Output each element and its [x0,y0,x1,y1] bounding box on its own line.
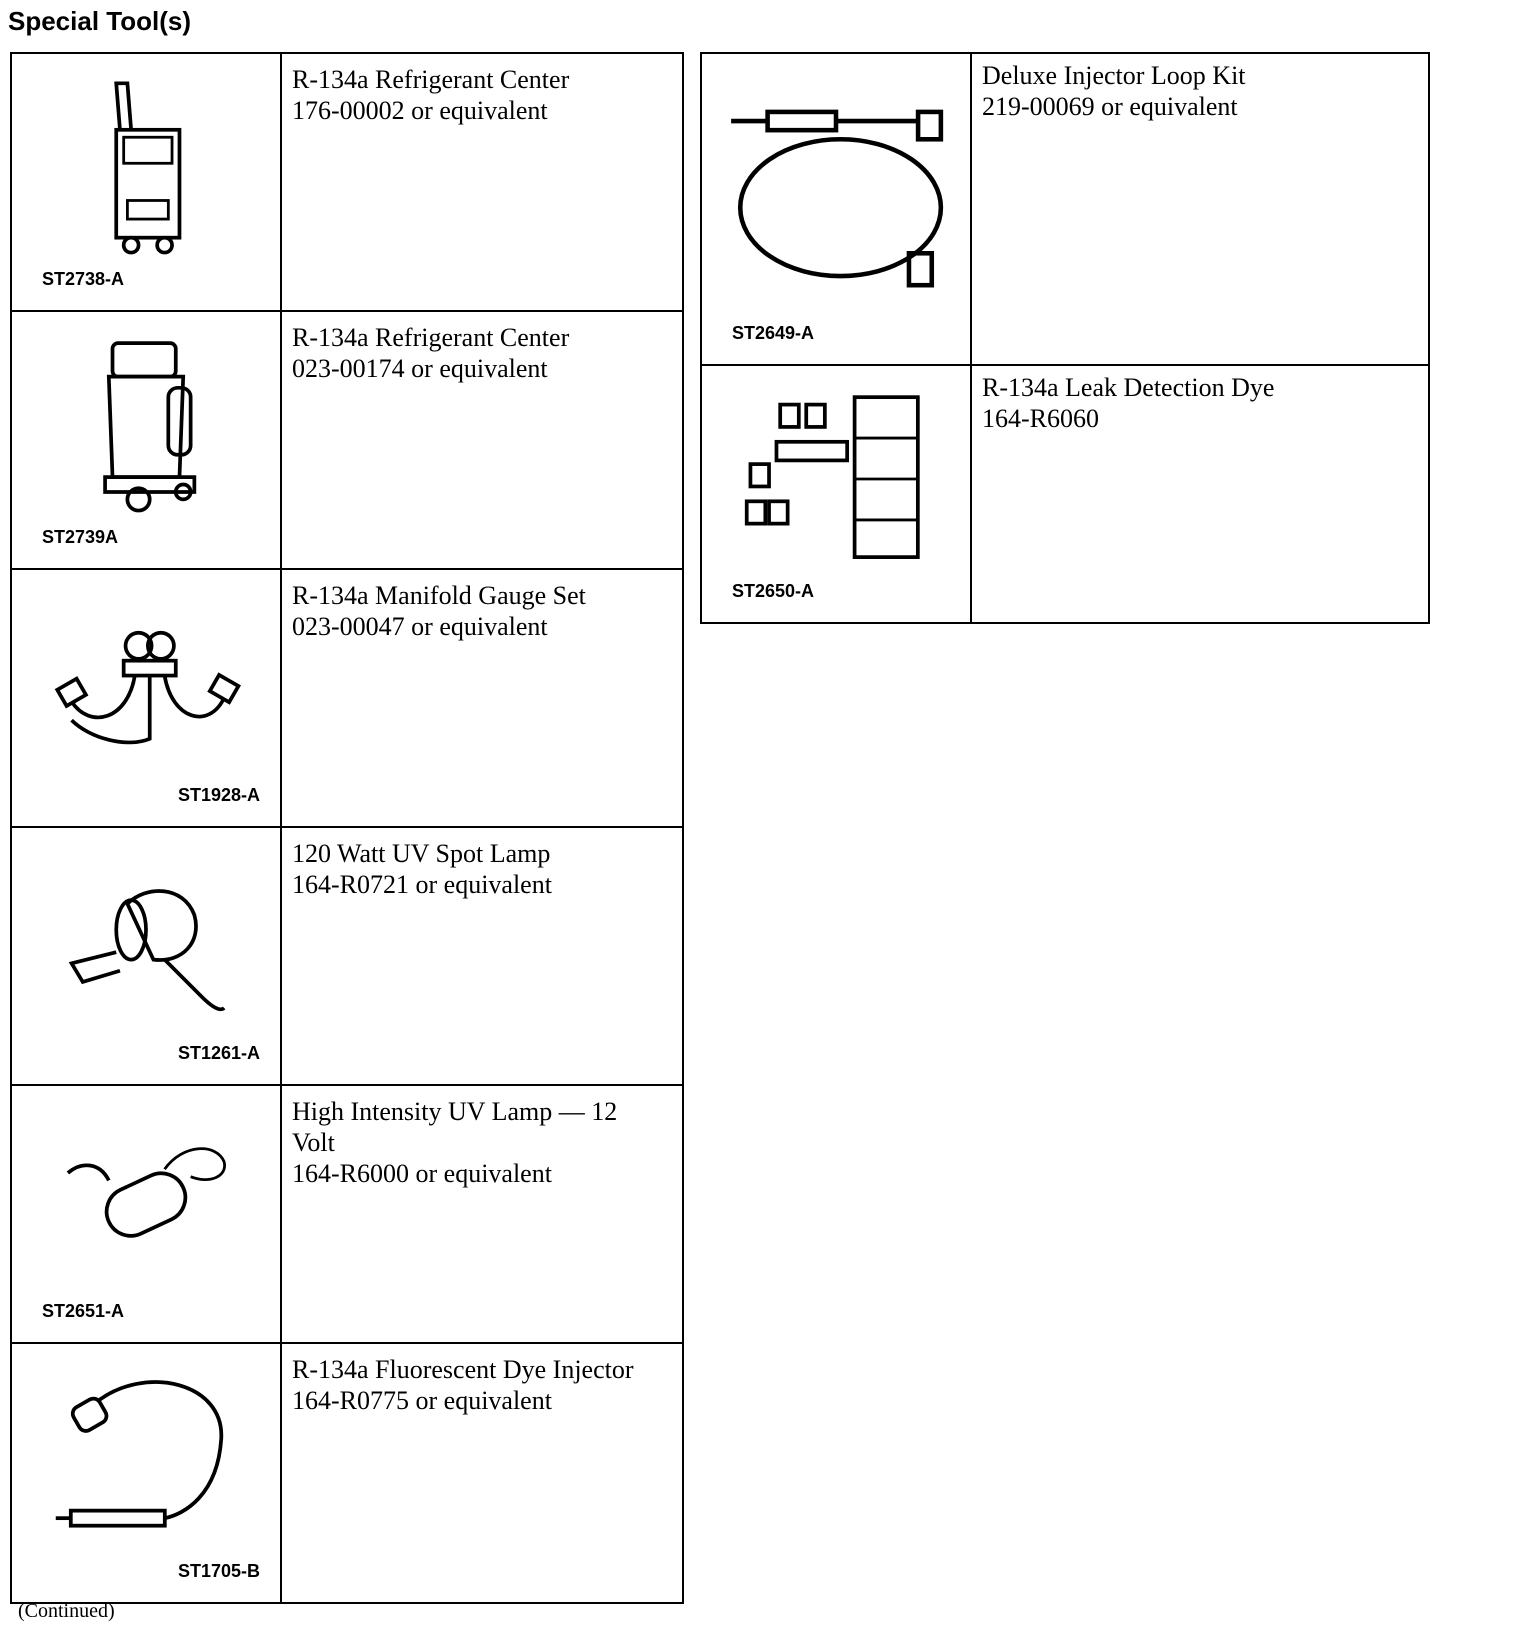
tool-description [282,1086,682,1342]
table-row [12,54,682,312]
tool-code: ST2738-A [42,269,125,289]
tool-description [282,54,682,310]
tool-part-number: 023-00047 or equivalent [292,612,548,641]
table-row [12,312,682,570]
tool-name: R-134a Refrigerant Center [292,65,570,94]
table-row [702,366,1428,622]
tool-description [282,828,682,1084]
tool-code: ST2739A [42,527,119,547]
tool-name: High Intensity UV Lamp — 12 [292,1097,618,1126]
tools-table-left [10,52,684,1604]
leak-detection-dye-icon [722,386,950,572]
tool-description [282,1344,682,1602]
tool-description [282,570,682,826]
tool-part-number: 164-R0721 or equivalent [292,870,552,899]
tool-description [972,366,1428,622]
tool-description [972,54,1428,364]
tool-image-cell [702,366,972,622]
tool-name: Deluxe Injector Loop Kit [982,61,1246,90]
tool-part-number: 164-R6060 [982,404,1099,433]
tool-image-cell [12,312,282,568]
uv-spot-lamp-icon [32,848,260,1034]
tool-image-cell [12,570,282,826]
tool-name: R-134a Fluorescent Dye Injector [292,1355,634,1384]
tool-code: ST1705-B [177,1561,260,1581]
manifold-gauge-icon [32,590,260,776]
tool-code: ST2649-A [732,323,815,343]
tool-image-cell [702,54,972,364]
tool-name-continued: Volt [292,1128,335,1157]
page-title: Special Tool(s) [8,6,191,36]
tool-code: ST1928-A [177,785,260,805]
tool-image-cell [12,1344,282,1602]
tool-part-number: 176-00002 or equivalent [292,96,548,125]
table-row [12,570,682,828]
tool-image-cell [12,1086,282,1342]
tool-code: ST2651-A [42,1301,125,1321]
tool-name: R-134a Manifold Gauge Set [292,581,586,610]
table-row [12,1344,682,1602]
continued-note: (Continued) [18,1600,115,1622]
table-row [12,1086,682,1344]
dye-injector-icon [32,1364,260,1552]
tool-part-number: 023-00174 or equivalent [292,354,548,383]
table-row [12,828,682,1086]
tool-code: ST1261-A [177,1043,260,1063]
tool-name: R-134a Refrigerant Center [292,323,570,352]
table-row [702,54,1428,366]
tools-table-right [700,52,1430,624]
tool-name: R-134a Leak Detection Dye [982,373,1275,402]
tool-part-number: 164-R0775 or equivalent [292,1386,552,1415]
injector-loop-kit-icon [722,74,950,314]
tool-code: ST2650-A [732,581,815,601]
refrigerant-center-machine-icon [32,332,260,518]
tool-part-number: 164-R6000 or equivalent [292,1159,552,1188]
tool-image-cell [12,828,282,1084]
uv-lamp-icon [32,1106,260,1292]
tool-image-cell [12,54,282,310]
refrigerant-center-cart-icon [32,74,260,260]
tool-part-number: 219-00069 or equivalent [982,92,1238,121]
tool-description [282,312,682,568]
tool-name: 120 Watt UV Spot Lamp [292,839,551,868]
